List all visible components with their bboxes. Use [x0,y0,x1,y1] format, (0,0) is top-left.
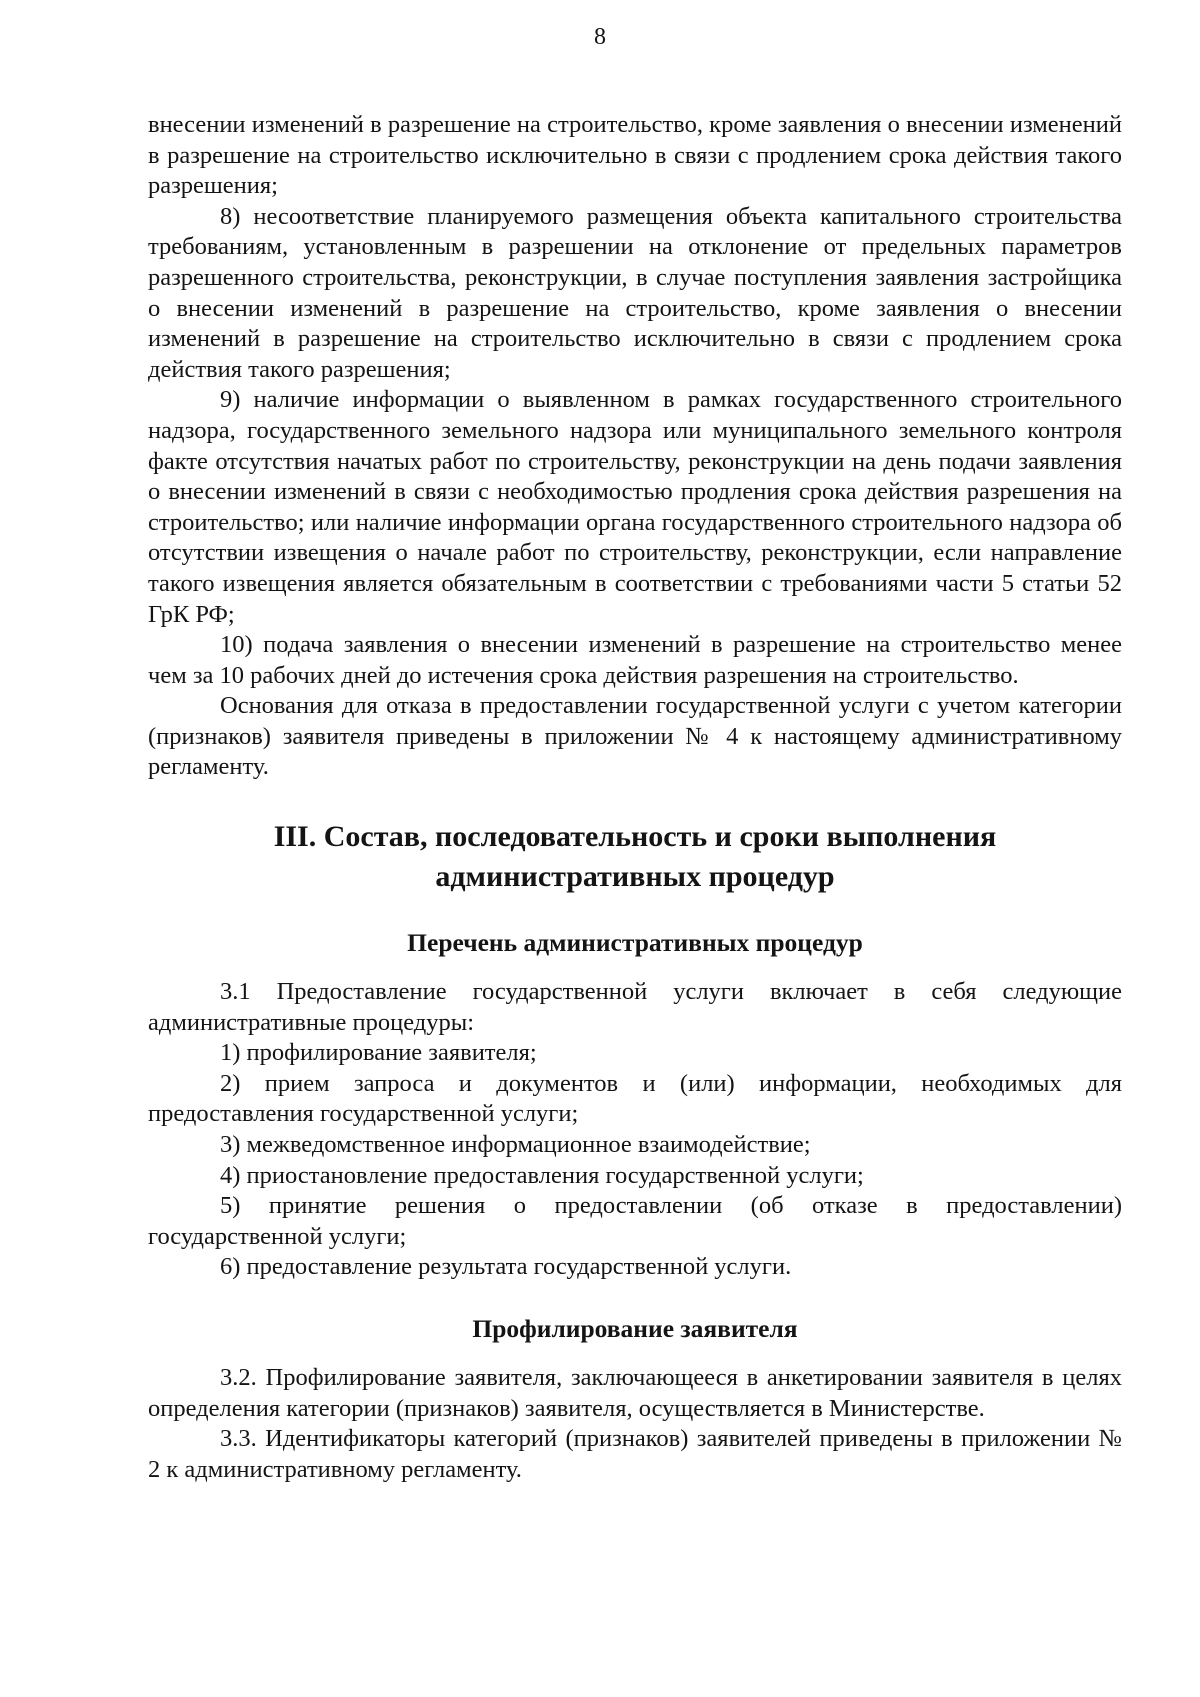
profiling-heading: Профилирование заявителя [472,1314,798,1343]
paragraph-continuation: внесении изменений в разрешение на строительство, кроме заявления о внесении изменений в разрешение на строительство исключительно в связи с продлением срока действия такого разрешения; [148,111,1122,200]
profiling-paragraph: 3.3. Идентификаторы категорий (признаков) заявителей приведены в приложении № 2 к административному регламенту. [148,1425,1122,1483]
procedures-heading: Перечень административных процедур [407,928,863,958]
paragraph-item-10: 10) подача заявления о внесении изменений в разрешение на строительство менее чем за 10 рабочих дней до истечения срока действия разрешения на строительство. [148,631,1122,689]
section-title-line-2: административных процедур [435,860,835,894]
section-title [148,817,1122,897]
procedure-item: 2) прием запроса и документов и (или) информации, необходимых для предоставления государственной услуги; [148,1069,1122,1128]
profiling-paragraph: 3.2. Профилирование заявителя, заключающееся в анкетировании заявителя в целях определения категории (признаков) заявителя, осуществляется в Министерстве. [148,1364,1122,1422]
document-body [148,110,1122,1485]
page-number: 8 [594,24,606,50]
paragraph-item-9: 9) наличие информации о выявленном в рамках государственного строительного надзора, государственного земельного надзора или муниципального земельного контроля факте отсутствия начатых работ по строительству, реконструкции на день подачи заявления о внесении изменений в связи с необходимостью продления срока действия разрешения на строительство; или наличие информации органа государственного строительного надзора об отсутствии извещения о начале работ по строительству, реконструкции, если направление такого извещения является обязательным в соответствии с требованиями части 5 статьи 52 ГрК РФ; [148,386,1122,628]
paragraph-refusal-grounds: Основания для отказа в предоставлении государственной услуги с учетом категории (признаков) заявителя приведены в приложении № 4 к настоящему административному регламенту. [148,692,1122,781]
procedure-item: 6) предоставление результата государственной услуги. [220,1253,792,1281]
procedure-item: 5) принятие решения о предоставлении (об отказе в предоставлении) государственной услуги; [148,1192,1122,1250]
procedure-item: 3) межведомственное информационное взаимодействие; [220,1131,811,1159]
paragraph-item-8: 8) несоответствие планируемого размещения объекта капитального строительства требованиям, установленным в разрешении на отклонение от предельных параметров разрешенного строительства, реконструкции, в случае поступления заявления застройщика о внесении изменений в разрешение на строительство, кроме заявления о внесении изменений в разрешение на строительство исключительно в связи с продлением срока действия такого разрешения; [148,202,1122,383]
procedure-item: 1) профилирование заявителя; [220,1039,537,1067]
section-title-line-1: III. Состав, последовательность и сроки выполнения [273,820,997,854]
procedure-item: 3.1 Предоставление государственной услуги включает в себя следующие административные процедуры: [148,978,1122,1036]
procedure-item: 4) приостановление предоставления государственной услуги; [220,1161,864,1189]
